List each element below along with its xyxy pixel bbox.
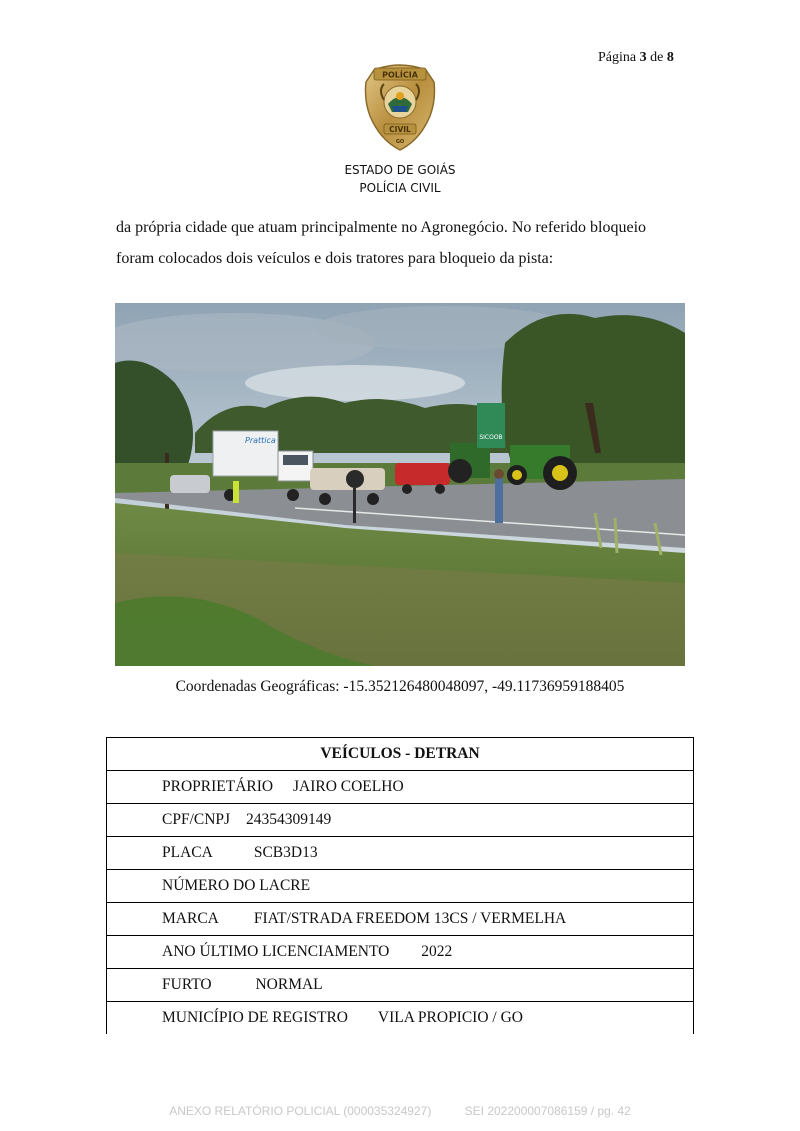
vehicle-table [106,737,694,1034]
table-row [107,837,694,870]
page-number [598,50,674,66]
page-label: Página [598,50,637,65]
field-label: ANO ÚLTIMO LICENCIAMENTO [162,943,390,960]
badge-top-text: POLÍCIA [382,70,418,80]
table-row [107,903,694,936]
badge-state-text: GO [395,139,405,145]
report-paragraph [116,212,688,274]
page-current: 3 [639,50,647,65]
geo-coordinates: Coordenadas Geográficas: -15.352126480048097, -49.11736959188405 [175,678,625,695]
table-row [107,1002,694,1035]
field-value: SCB3D13 [253,844,318,861]
field-label: NÚMERO DO LACRE [162,877,311,894]
paragraph-line: da própria cidade que atuam principalmente no Agronegócio. No referido bloqueio [116,219,647,236]
field-value: VILA PROPICIO / GO [377,1009,523,1026]
footer-annex: ANEXO RELATÓRIO POLICIAL (000035324927) [169,1104,432,1118]
billboard-text: SICOOB [479,434,503,441]
footer-sei: SEI 202200007086159 / pg. 42 [464,1104,631,1118]
table-row [107,936,694,969]
truck-logo-text: Prattica [245,436,276,445]
table-title: VEÍCULOS - DETRAN [107,738,694,771]
badge-bottom-text: CIVIL [389,125,411,134]
paragraph-line: foram colocados dois veículos e dois tratores para bloqueio da pista: [116,250,554,267]
table-row [107,771,694,804]
field-label: MUNICÍPIO DE REGISTRO [162,1009,348,1026]
page-of-label: de [650,50,664,65]
field-label: CPF/CNPJ [162,811,231,828]
field-value: 24354309149 [245,811,332,828]
table-header-row [107,738,694,771]
field-value: JAIRO COELHO [292,778,404,795]
agency-name: POLÍCIA CIVIL [359,181,441,195]
table-row [107,969,694,1002]
field-value: NORMAL [255,976,323,993]
police-badge-logo [362,60,438,152]
table-row [107,870,694,903]
roadblock-photo [115,303,685,666]
field-value: FIAT/STRADA FREEDOM 13CS / VERMELHA [253,910,567,927]
field-label: FURTO [162,976,212,993]
page-footer [0,1104,800,1118]
field-label: PLACA [162,844,212,861]
field-label: PROPRIETÁRIO [162,778,274,795]
table-row [107,804,694,837]
field-label: MARCA [162,910,218,927]
field-value: 2022 [421,943,453,960]
agency-heading [0,161,800,197]
agency-state: ESTADO DE GOIÁS [344,163,456,177]
page-total: 8 [666,50,674,65]
